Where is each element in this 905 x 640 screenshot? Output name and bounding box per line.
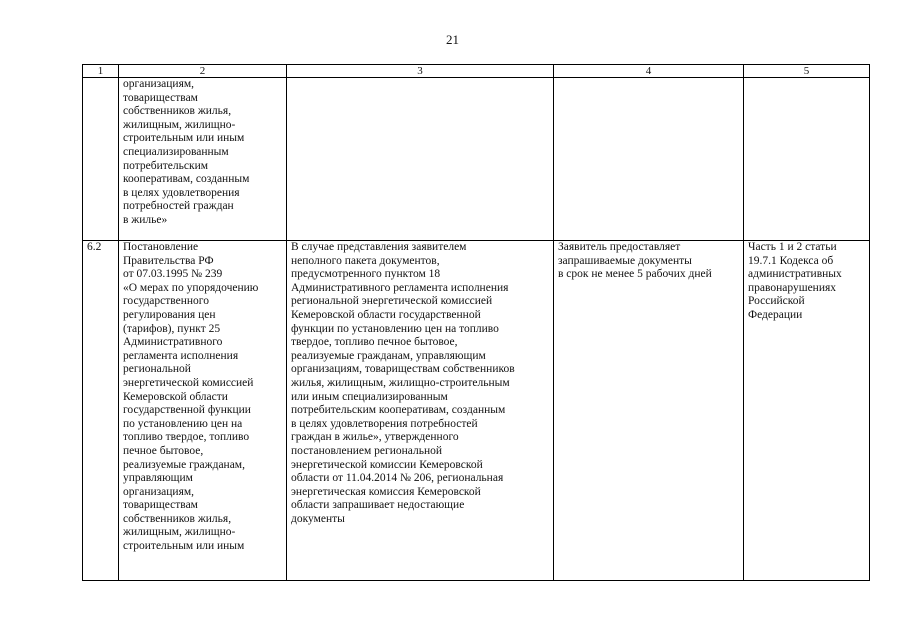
table-cell [744, 241, 870, 581]
cell-text: Заявитель предоставляет запрашиваемые документы в срок не менее 5 рабочих дней [558, 241, 712, 281]
table-cell [554, 78, 744, 241]
page-number: 21 [446, 32, 459, 47]
column-header: 3 [287, 65, 554, 78]
table-cell [83, 78, 119, 241]
cell-text: В случае представления заявителем неполного пакета документов, предусмотренного пунктом 18 Административного регламента исполнения региональной энергетической комиссией Кемеровской области государственной функции по установлению цен на топливо твердое, топливо печное бытовое, реализуемые гражданам, управляющим организациям, товариществам собственников жилья, жилищным, жилищно-строительным или иным специализированным потребительским кооперативам, созданным в целях удовлетворения потребностей граждан в жилье», утвержденного постановлением региональной энергетической комиссии Кемеровской области от 11.04.2014 № 206, региональная энергетическая комиссия Кемеровской области запрашивает недостающие документы [291, 241, 515, 525]
table-cell [287, 241, 554, 581]
table-cell [287, 78, 554, 241]
column-header: 4 [554, 65, 744, 78]
cell-text: Часть 1 и 2 статьи 19.7.1 Кодекса об административных правонарушениях Российской Федерации [748, 241, 842, 321]
column-header: 1 [83, 65, 119, 78]
document-table [82, 64, 870, 581]
header-row [83, 65, 870, 78]
cell-text: Постановление Правительства РФ от 07.03.1995 № 239 «О мерах по упорядочению государственного регулирования цен (тарифов), пункт 25 Административного регламента исполнения региональной энергетической комиссией Кемеровской области государственной функции по установлению цен на топливо твердое, топливо печное бытовое, реализуемые гражданам, управляющим организациям, товариществам собственников жилья, жилищным, жилищно- строительным или иным [123, 241, 259, 553]
table-cell [119, 78, 287, 241]
table-row [83, 78, 870, 241]
cell-text: организациям, товариществам собственников жилья, жилищным, жилищно- строительным или иным специализированным потребительским кооперативам, созданным в целях удовлетворения потребностей граждан в жилье» [123, 78, 250, 226]
column-header: 5 [744, 65, 870, 78]
table-cell [744, 78, 870, 241]
table-cell [554, 241, 744, 581]
table-row [83, 241, 870, 581]
table-cell [119, 241, 287, 581]
column-header: 2 [119, 65, 287, 78]
table-cell [83, 241, 119, 581]
row-number: 6.2 [87, 241, 102, 253]
